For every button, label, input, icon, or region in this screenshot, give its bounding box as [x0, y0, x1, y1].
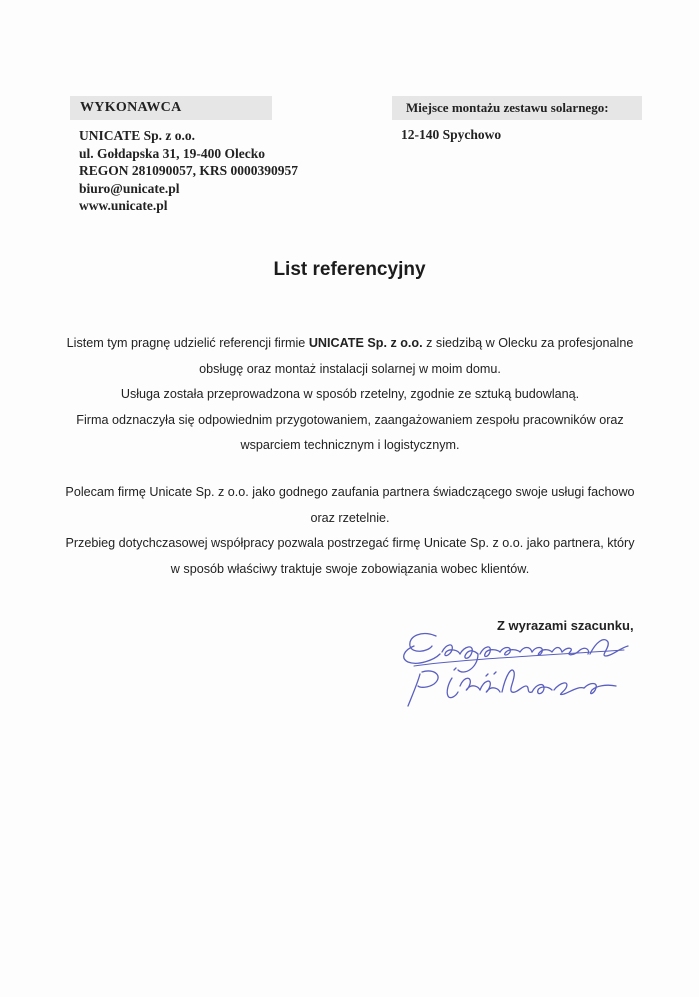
p1-l1-after: z siedzibą w Olecku za profesjonalne — [422, 336, 634, 350]
paragraph-1-line-1 — [60, 331, 640, 357]
contractor-name: UNICATE Sp. z o.o. — [79, 128, 196, 143]
handwritten-signature — [394, 616, 644, 716]
paragraph-2-line-4: w sposób właściwy traktuje swoje zobowiązania wobec klientów. — [170, 561, 530, 576]
contractor-address: ul. Gołdapska 31, 19-400 Olecko — [79, 145, 266, 161]
contractor-header-box — [70, 96, 272, 120]
letter-title: List referencyjny — [273, 259, 426, 280]
installation-location: 12-140 Spychowo — [401, 127, 502, 142]
p1-l1-before: Listem tym pragnę udzielić referencji firmie — [66, 336, 309, 350]
contractor-email: biuro@unicate.pl — [79, 180, 180, 196]
closing-salutation: Z wyrazami szacunku, — [497, 618, 634, 633]
paragraph-2-line-2: oraz rzetelnie. — [310, 510, 390, 525]
contractor-registry: REGON 281090057, KRS 0000390957 — [79, 163, 299, 178]
paragraph-2-line-1: Polecam firmę Unicate Sp. z o.o. jako godnego zaufania partnera świadczącego swoje usługi fachowo — [65, 485, 635, 499]
contractor-website: www.unicate.pl — [79, 198, 168, 213]
paragraph-2-line-3: Przebieg dotychczasowej współpracy pozwala postrzegać firmę Unicate Sp. z o.o. jako partnera, który — [65, 536, 635, 550]
contractor-details — [79, 127, 298, 215]
paragraph-1-line-3: Usługa została przeprowadzona w sposób rzetelny, zgodnie ze sztuką budowlaną. — [120, 387, 580, 401]
paragraph-1-line-2: obsługę oraz montaż instalacji solarnej w moim domu. — [199, 361, 501, 376]
paragraph-1-line-4: Firma odznaczyła się odpowiednim przygotowaniem, zaangażowaniem zespołu pracowników oraz — [76, 412, 624, 427]
contractor-heading: WYKONAWCA — [80, 100, 182, 115]
company-name-bold: UNICATE Sp. z o.o. — [308, 336, 423, 350]
paragraph-2 — [60, 480, 640, 582]
installation-header-box — [392, 96, 642, 120]
paragraph-1 — [60, 331, 640, 459]
installation-heading: Miejsce montażu zestawu solarnego: — [406, 100, 609, 115]
paragraph-1-line-5: wsparciem technicznym i logistycznym. — [240, 438, 460, 452]
